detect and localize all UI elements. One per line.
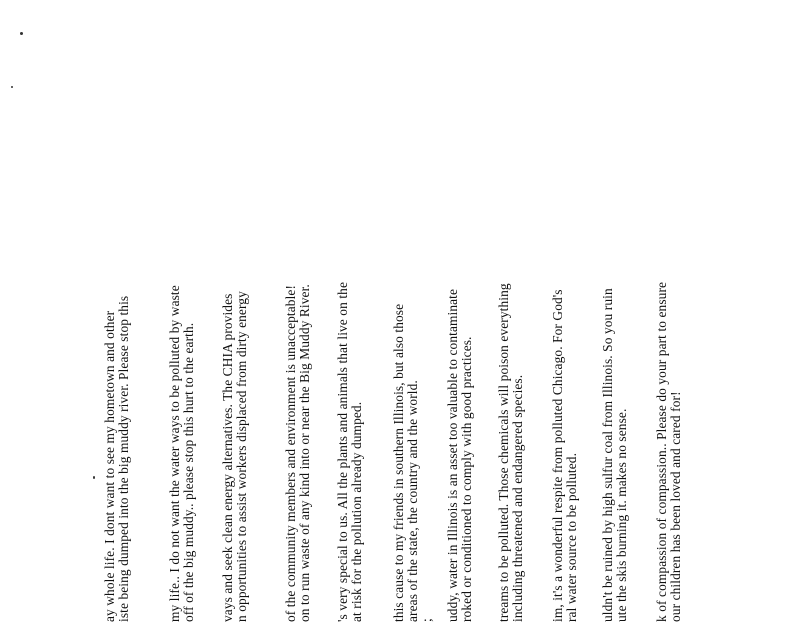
text-line: areas of the state, the country and the world.: [405, 380, 420, 622]
text-line: ;: [419, 618, 434, 622]
text-line: on to run waste of any kind into or near the Big Muddy River.: [297, 284, 312, 622]
text-line: ay whole life. I dont want to see my hometown and other: [102, 310, 117, 622]
text-line: vays and seek clean energy alternatives. The CHIA provides: [220, 293, 235, 622]
scan-speck: [11, 86, 13, 88]
text-line: this cause to my friends in southern Illinois, but also those: [391, 303, 406, 622]
text-line: uldn't be ruined by high sulfur coal from Illinois. So you ruin: [600, 288, 615, 622]
text-line: 's very special to us. All the plants and animals that live on the: [335, 282, 350, 622]
paragraph-3: [221, 291, 249, 622]
text-line: uddy, water in Illinois is an asset too valuable to contaminate: [445, 288, 460, 622]
text-line: im, it's a wonderful respite from polluted Chicago. For God's: [550, 289, 565, 622]
paragraph-5: [336, 282, 364, 622]
paragraph-7: [446, 289, 474, 622]
scan-speck: [20, 32, 23, 35]
text-line: ral water source to be polluted.: [564, 452, 579, 622]
text-line: iste being dumped into the big muddy river. Please stop this: [116, 295, 131, 622]
text-line: off of the big muddy.. please stop this hurt to the earth.: [181, 322, 196, 622]
text-line: including threatened and endangered species.: [510, 374, 525, 622]
text-line: roked or conditioned to comply with good practices.: [459, 336, 474, 622]
paragraph-10: [601, 288, 629, 622]
text-line: n opportunities to assist workers displaced from dirty energy: [234, 291, 249, 622]
text-line: our children has been loved and cared for!: [668, 391, 683, 622]
paragraph-8: [497, 283, 525, 622]
text-line: at risk for the pollution already dumped.: [349, 401, 364, 622]
text-line: treams to be polluted. Those chemicals will poison everything: [496, 283, 511, 622]
text-line: my life.. I do not want the water ways to be polluted by waste: [167, 285, 182, 622]
paragraph-4: [284, 284, 312, 622]
text-line: of the community members and environment is unacceptable!: [283, 284, 298, 622]
paragraph-11: [655, 282, 683, 622]
text-line: k of compassion of compassion.. Please do your part to ensure: [654, 281, 669, 622]
paragraph-2: [168, 285, 196, 622]
paragraph-9: [551, 289, 579, 622]
text-line: ute the skis burning it. makes no sense.: [614, 408, 629, 622]
paragraph-1: [103, 296, 131, 622]
paragraph-6: [392, 304, 434, 622]
scan-speck: [93, 476, 95, 479]
